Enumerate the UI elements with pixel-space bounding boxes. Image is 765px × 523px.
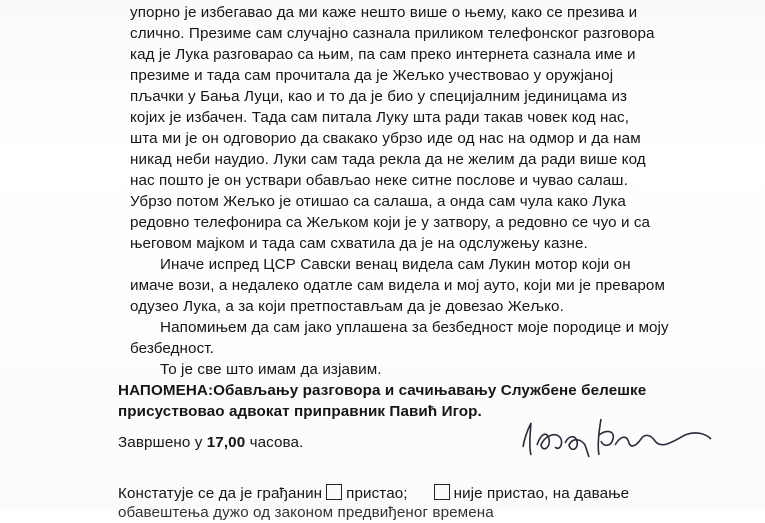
consent-text-1: Констатује се да је грађанин xyxy=(118,485,323,502)
handwritten-signature xyxy=(515,405,715,465)
text-line: презиме и тада сам прочитала да је Жељко учествовао у оружјаној xyxy=(130,67,614,84)
consent-text-2: пристао; xyxy=(346,485,408,502)
note-line: присуствовао адвокат приправник Павић Игор. xyxy=(118,403,482,420)
completed-suffix: часова. xyxy=(245,434,304,451)
text-line: нас пошто је он уствари обављао неке ситне послове и чувао салаш. xyxy=(130,172,628,189)
completed-prefix: Завршено у xyxy=(118,434,207,451)
text-line: његовом мајком и тада сам схватила да је на одслужењу казне. xyxy=(130,235,588,252)
agreed-checkbox[interactable] xyxy=(326,484,342,500)
text-line: шта ми је он одговорио да свакако убрзо иде од нас на одмор и да нам xyxy=(130,130,641,147)
text-line: упорно је избегавао да ми каже нешто више о њему, како се презива и xyxy=(130,4,638,21)
note-heading-line: НАПОМЕНА:Обављању разговора и сачињавању Службене белешке xyxy=(118,382,647,399)
consent-line xyxy=(118,484,629,504)
text-line: Напомињем да сам јако уплашена за безбедност моје породице и мојy xyxy=(160,319,669,336)
text-line: одузео Лука, а за који претпостављам да је довезао Жељко. xyxy=(130,298,564,315)
text-line: пљачки у Бања Луци, као и то да је био у специјалним јединицама из xyxy=(130,88,628,105)
completed-time: 17,00 xyxy=(206,434,246,451)
not-agreed-checkbox[interactable] xyxy=(434,484,450,500)
consent-text-3: није пристао, на давање xyxy=(453,485,630,502)
text-line: имаче вози, а недалеко одатле сам видела и мој ауто, који ми је преваром xyxy=(130,277,666,294)
text-line: слично. Презиме сам случајно сазнала приликом телефонског разговора xyxy=(130,25,655,42)
text-line: којих је избачен. Тада сам питала Луку шта ради такав човек код нас, xyxy=(130,109,630,126)
completed-line xyxy=(118,433,303,453)
text-line: Иначе испред ЦСР Савски венац видела сам Лукин мотор који он xyxy=(160,256,631,273)
text-line: редовно телефонира са Жељком који је у затвору, а редовно се чуо и са xyxy=(130,214,651,231)
text-line: никад неби наудио. Луки сам тада рекла да не желим да ради више код xyxy=(130,151,646,168)
text-line: кад је Лука разговарао са њим, па сам преко интернета сазнала име и xyxy=(130,46,636,63)
text-line: безбедност. xyxy=(130,340,214,357)
cut-off-line: обавештења дужо од законом предвиђеног времена xyxy=(118,504,494,521)
text-line: Убрзо потом Жељко је отишао са салаша, а онда сам чула како Лука xyxy=(130,193,626,210)
text-line: То је све што имам да изјавим. xyxy=(160,361,382,378)
